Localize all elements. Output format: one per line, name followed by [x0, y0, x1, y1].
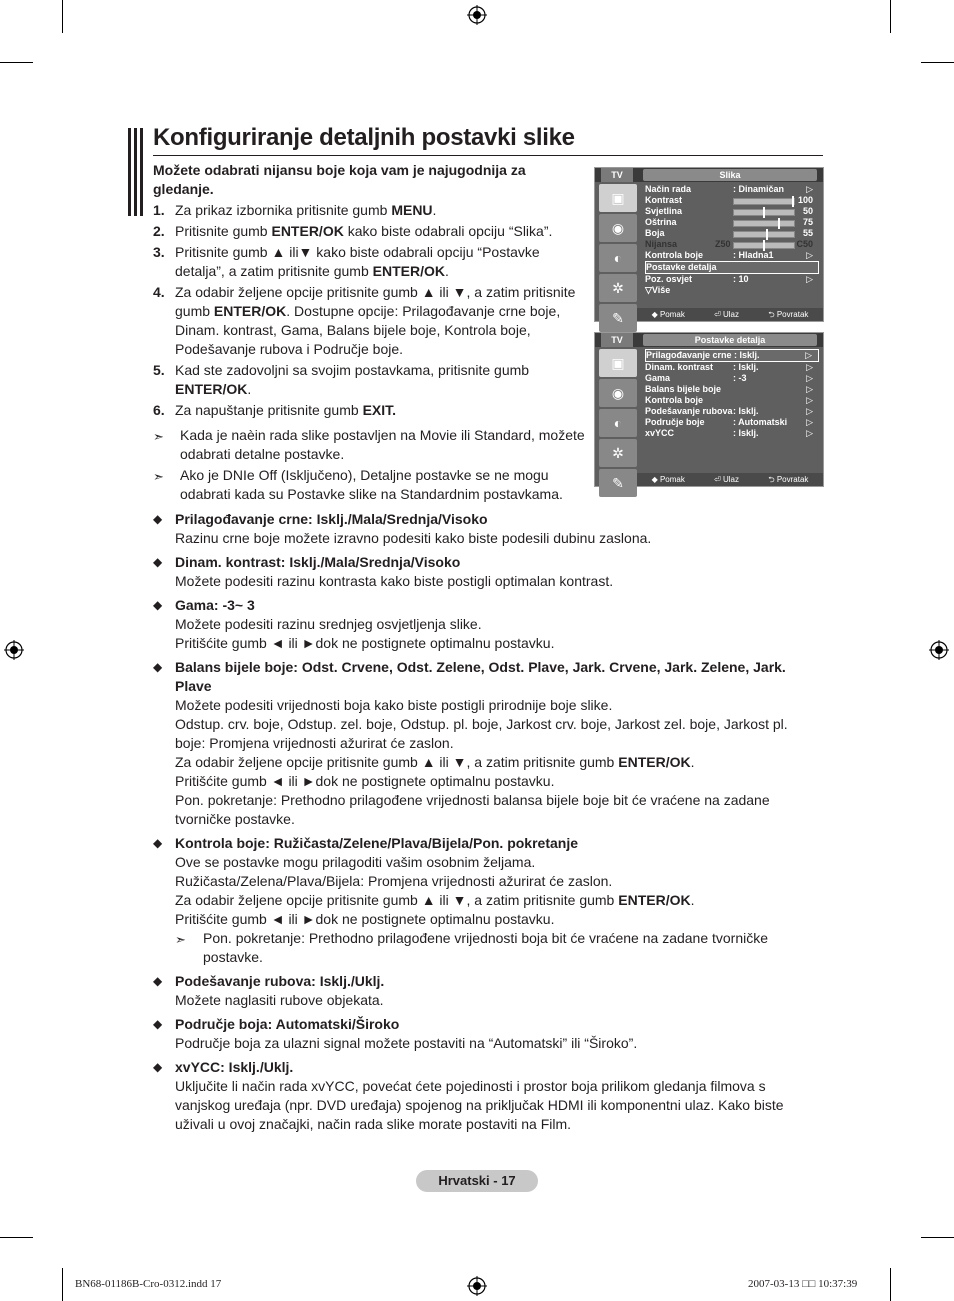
- section-heading: xvYCC: Isklj./Uklj.: [175, 1059, 294, 1075]
- menu-row-value: : Dinamičan: [733, 184, 785, 194]
- step-number: 3.: [153, 244, 165, 260]
- section: [153, 1058, 813, 1134]
- menu-row-label: Boja: [645, 228, 665, 238]
- menu-row-label: Način rada: [645, 184, 692, 194]
- menu-row-value: : -3: [733, 373, 747, 383]
- menu-row[interactable]: [645, 395, 819, 406]
- diamond-bullet-icon: ◆: [153, 1060, 163, 1074]
- menu-category-icon[interactable]: ✲: [599, 274, 637, 302]
- menu-row-value: : Isklj.: [733, 428, 759, 438]
- arrow-right-icon: ▷: [806, 373, 813, 383]
- section: [153, 553, 813, 591]
- diamond-bullet-icon: ◆: [153, 836, 163, 850]
- crop-mark: [62, 0, 63, 33]
- menu-row-number: C50: [796, 239, 813, 249]
- menu-tv-label: TV: [601, 168, 633, 182]
- menu-row-label: ▽Više: [645, 285, 671, 295]
- section-heading: Prilagođavanje crne: Isklj./Mala/Srednja/Visoko: [175, 511, 488, 527]
- menu-category-icon[interactable]: ▣: [599, 349, 637, 377]
- page-title: Konfiguriranje detaljnih postavki slike: [153, 124, 575, 151]
- menu-category-icon[interactable]: ◉: [599, 214, 637, 242]
- menu-row-value: : Isklj.: [733, 362, 759, 372]
- menu-category-icon[interactable]: ▣: [599, 184, 637, 212]
- section-text: Pon. pokretanje: Prethodno prilagođene vrijednosti balansa bijele boje bit će vraćene na zadane tvorničke postavke.: [175, 792, 770, 827]
- section: [153, 510, 813, 548]
- menu-row-label: Kontrola boje: [645, 395, 703, 405]
- menu-sidebar: [599, 349, 637, 499]
- page-label: Hrvatski - 17: [416, 1170, 538, 1192]
- section-text: Pritišćite gumb ◄ ili ►dok ne postignete optimalnu postavku.: [175, 911, 555, 927]
- diamond-bullet-icon: ◆: [153, 974, 163, 988]
- menu-footer-hint: ⏎ Ulaz: [714, 310, 739, 319]
- step-number: 5.: [153, 362, 165, 378]
- diamond-bullet-icon: ◆: [153, 660, 163, 674]
- section-heading: Kontrola boje: Ružičasta/Zelene/Plava/Bijela/Pon. pokretanje: [175, 835, 578, 851]
- menu-row-slider[interactable]: [733, 209, 795, 216]
- title-decoration: [128, 128, 144, 216]
- menu-row-value: : Automatski: [733, 417, 788, 427]
- arrow-right-icon: ▷: [806, 395, 813, 405]
- step-number: 2.: [153, 223, 165, 239]
- step-item: [153, 201, 585, 220]
- menu-row-label: Nijansa: [645, 239, 678, 249]
- arrow-right-icon: ▷: [806, 250, 813, 260]
- registration-mark-icon: [929, 640, 949, 660]
- menu-footer-hint: ◆ Pomak: [651, 475, 685, 484]
- menu-row-label: Kontrast: [645, 195, 683, 205]
- menu-category-icon[interactable]: ✲: [599, 439, 637, 467]
- menu-row-label: Gama: [645, 373, 671, 383]
- menu-row[interactable]: [645, 373, 819, 384]
- menu-row-label: Područje boje: [645, 417, 705, 427]
- step-text: Kad ste zadovoljni sa svojim postavkama, pritisnite gumb ENTER/OK.: [175, 362, 530, 397]
- menu-row[interactable]: [645, 228, 819, 239]
- section: [153, 1015, 813, 1053]
- tv-menu-picture: [594, 167, 824, 326]
- menu-row[interactable]: [645, 250, 819, 261]
- menu-row[interactable]: [645, 362, 819, 373]
- menu-row-value: : 10: [733, 274, 749, 284]
- menu-footer: [637, 473, 823, 486]
- menu-row-value: : Isklj.: [734, 350, 760, 360]
- note: [175, 929, 813, 967]
- steps-list: [153, 201, 585, 422]
- arrow-right-icon: ▷: [806, 362, 813, 372]
- section-text: Odstup. crv. boje, Odstup. zel. boje, Odstup. pl. boje, Jarkost crv. boje, Jarkost zel. boje, Jarkost pl. boje: Promjena vrijednosti ažurirat će zaslon.: [175, 716, 788, 751]
- arrow-right-icon: ▷: [806, 384, 813, 394]
- menu-row[interactable]: [645, 261, 819, 274]
- step-item: [153, 361, 585, 399]
- menu-category-icon[interactable]: ◉: [599, 379, 637, 407]
- menu-row[interactable]: [645, 384, 819, 395]
- section-heading: Područje boja: Automatski/Široko: [175, 1016, 400, 1032]
- menu-body: [645, 349, 819, 439]
- menu-row-label: Balans bijele boje: [645, 384, 722, 394]
- menu-row-slider[interactable]: [733, 242, 795, 249]
- section-heading: Balans bijele boje: Odst. Crvene, Odst. Zelene, Odst. Plave, Jark. Crvene, Jark. Zelene, Jark. Plave: [175, 659, 786, 694]
- menu-row[interactable]: [645, 217, 819, 228]
- crop-mark: [921, 1237, 954, 1238]
- section: [153, 972, 813, 1010]
- crop-mark: [0, 62, 33, 63]
- arrow-right-icon: ▷: [806, 406, 813, 416]
- step-text: Za odabir željene opcije pritisnite gumb ▲ ili ▼, a zatim pritisnite gumb ENTER/OK. Dostupne opcije: Prilagođavanje crne boje, Dinam. kontrast, Gama, Balans bijele boje, Kontrola boje, Podešavanje rubova i Područje boje.: [175, 284, 576, 357]
- note-arrow-icon: ➣: [153, 429, 164, 444]
- section: [153, 658, 813, 829]
- section-text: Možete naglasiti rubove objekata.: [175, 992, 384, 1008]
- menu-category-icon[interactable]: ✎: [599, 304, 637, 332]
- section-text: Pritišćite gumb ◄ ili ►dok ne postignete optimalnu postavku.: [175, 773, 555, 789]
- arrow-right-icon: ▷: [806, 184, 813, 194]
- section: [153, 596, 813, 653]
- menu-sidebar: [599, 184, 637, 334]
- intro-text: Možete odabrati nijansu boje koja vam je najugodnija za gledanje.: [153, 162, 526, 197]
- menu-body: [645, 184, 819, 296]
- menu-row-label: xvYCC: [645, 428, 675, 438]
- section-text: Za odabir željene opcije pritisnite gumb ▲ ili ▼, a zatim pritisnite gumb ENTER/OK.: [175, 892, 695, 908]
- arrow-right-icon: ▷: [805, 350, 812, 360]
- menu-row-value: : Isklj.: [733, 406, 759, 416]
- menu-row[interactable]: [645, 417, 819, 428]
- note: [153, 426, 585, 464]
- section-text: Ove se postavke mogu prilagoditi vašim osobnim željama.: [175, 854, 536, 870]
- section-heading: Podešavanje rubova: Isklj./Uklj.: [175, 973, 385, 989]
- menu-row-value: : Hladna1: [733, 250, 774, 260]
- section-text: Možete podesiti vrijednosti boja kako biste postigli prirodnije boje slike.: [175, 697, 613, 713]
- crop-mark: [921, 62, 954, 63]
- menu-row[interactable]: [645, 406, 819, 417]
- menu-category-icon[interactable]: ◐: [599, 244, 637, 272]
- menu-row-number: 75: [802, 217, 813, 227]
- note-text: Pon. pokretanje: Prethodno prilagođene vrijednosti boja bit će vraćene na zadane tvorničke postavke.: [203, 930, 769, 965]
- registration-mark-icon: [467, 5, 487, 25]
- title-rule: [153, 155, 823, 156]
- menu-row[interactable]: [645, 285, 819, 296]
- menu-tv-label: TV: [601, 333, 633, 347]
- menu-row-slider[interactable]: [733, 231, 795, 238]
- step-number: 4.: [153, 284, 165, 300]
- menu-row-extra: Z50: [715, 239, 731, 249]
- menu-row-slider[interactable]: [733, 198, 795, 205]
- menu-row[interactable]: [645, 239, 819, 250]
- menu-footer: [637, 308, 823, 321]
- step-number: 1.: [153, 202, 165, 218]
- menu-row-number: 100: [797, 195, 813, 205]
- section-text: Možete podesiti razinu kontrasta kako biste postigli optimalan kontrast.: [175, 573, 614, 589]
- diamond-bullet-icon: ◆: [153, 1017, 163, 1031]
- menu-footer-hint: ◆ Pomak: [651, 310, 685, 319]
- menu-row-number: 50: [802, 206, 813, 216]
- section: [153, 834, 813, 967]
- step-text: Pritisnite gumb ▲ ili▼ kako biste odabrali opciju “Postavke detalja”, a zatim pritisnite gumb ENTER/OK.: [175, 244, 540, 279]
- arrow-right-icon: ▷: [806, 428, 813, 438]
- menu-row-label: Poz. osvjet: [645, 274, 693, 284]
- menu-row-label: Postavke detalja: [646, 262, 717, 272]
- diamond-bullet-icon: ◆: [153, 555, 163, 569]
- diamond-bullet-icon: ◆: [153, 512, 163, 526]
- notes: [153, 426, 585, 506]
- menu-row[interactable]: [645, 349, 819, 362]
- section-text: Ružičasta/Zelena/Plava/Bijela: Promjena vrijednosti ažurirat će zaslon.: [175, 873, 613, 889]
- menu-title: Slika: [643, 169, 817, 181]
- date-info: 2007-03-13 □□ 10:37:39: [748, 1278, 858, 1290]
- menu-row[interactable]: [645, 195, 819, 206]
- section-text: Područje boja za ulazni signal možete postaviti na “Automatski” ili “Široko”.: [175, 1035, 638, 1051]
- arrow-right-icon: ▷: [806, 417, 813, 427]
- arrow-right-icon: ▷: [806, 274, 813, 284]
- section-text: Pritišćite gumb ◄ ili ►dok ne postignete optimalnu postavku.: [175, 635, 555, 651]
- menu-category-icon[interactable]: ◐: [599, 409, 637, 437]
- section-heading: Dinam. kontrast: Isklj./Mala/Srednja/Visoko: [175, 554, 461, 570]
- step-item: [153, 283, 585, 359]
- note-arrow-icon: ➣: [153, 469, 164, 484]
- menu-header: [595, 333, 823, 347]
- note-text: Ako je DNIe Off (Isključeno), Detaljne postavke se ne mogu odabrati kada su Postavke slike na Standardnim postavkama.: [180, 467, 563, 502]
- sections: [153, 510, 813, 1139]
- registration-mark-icon: [467, 1276, 487, 1296]
- step-text: Pritisnite gumb ENTER/OK kako biste odabrali opciju “Slika”.: [175, 223, 553, 239]
- step-item: [153, 401, 585, 420]
- menu-footer-hint: ⮌ Povratak: [768, 475, 809, 484]
- menu-title: Postavke detalja: [643, 334, 817, 346]
- note: [153, 466, 585, 504]
- menu-row[interactable]: [645, 428, 819, 439]
- menu-row-slider[interactable]: [733, 220, 795, 227]
- step-item: [153, 222, 585, 241]
- step-text: Za prikaz izbornika pritisnite gumb MENU.: [175, 202, 437, 218]
- menu-row-label: Dinam. kontrast: [645, 362, 714, 372]
- menu-row-label: Prilagođavanje crne: [646, 350, 732, 360]
- diamond-bullet-icon: ◆: [153, 598, 163, 612]
- menu-row[interactable]: [645, 184, 819, 195]
- section-text: Možete podesiti razinu srednjeg osvjetljenja slike.: [175, 616, 482, 632]
- menu-footer-hint: ⏎ Ulaz: [714, 475, 739, 484]
- file-info: BN68-01186B-Cro-0312.indd 17: [75, 1278, 222, 1290]
- step-number: 6.: [153, 402, 165, 418]
- crop-mark: [890, 0, 891, 33]
- menu-row[interactable]: [645, 206, 819, 217]
- section-heading: Gama: -3~ 3: [175, 597, 255, 613]
- menu-row-label: Podešavanje rubova: [645, 406, 733, 416]
- crop-mark: [62, 1268, 63, 1301]
- section-text: Za odabir željene opcije pritisnite gumb ▲ ili ▼, a zatim pritisnite gumb ENTER/OK.: [175, 754, 695, 770]
- menu-row-label: Kontrola boje: [645, 250, 703, 260]
- menu-footer-hint: ⮌ Povratak: [768, 310, 809, 319]
- menu-row[interactable]: [645, 274, 819, 285]
- section-text: Uključite li način rada xvYCC, povećat ćete pojedinosti i prostor boja prilikom gledanja filmova s vanjskog uređaja (npr. DVD uređaja) spojenog na priključak HDMI ili komponentni ulaz. Kako biste uživali u ovoj značajki, način rada slike morate postaviti na Film.: [175, 1078, 784, 1132]
- menu-header: [595, 168, 823, 182]
- crop-mark: [0, 1237, 33, 1238]
- note-arrow-icon: ➣: [175, 932, 186, 947]
- menu-row-label: Svjetlina: [645, 206, 683, 216]
- tv-menu-detail-settings: [594, 332, 824, 491]
- step-item: [153, 243, 585, 281]
- step-text: Za napuštanje pritisnite gumb EXIT.: [175, 402, 397, 418]
- section-text: Razinu crne boje možete izravno podesiti kako biste podesili dubinu zaslona.: [175, 530, 652, 546]
- menu-row-number: 55: [802, 228, 813, 238]
- crop-mark: [890, 1268, 891, 1301]
- menu-category-icon[interactable]: ✎: [599, 469, 637, 497]
- registration-mark-icon: [4, 640, 24, 660]
- menu-row-label: Oštrina: [645, 217, 677, 227]
- note-text: Kada je naèin rada slike postavljen na Movie ili Standard, možete odabrati detalne postavke.: [180, 427, 585, 462]
